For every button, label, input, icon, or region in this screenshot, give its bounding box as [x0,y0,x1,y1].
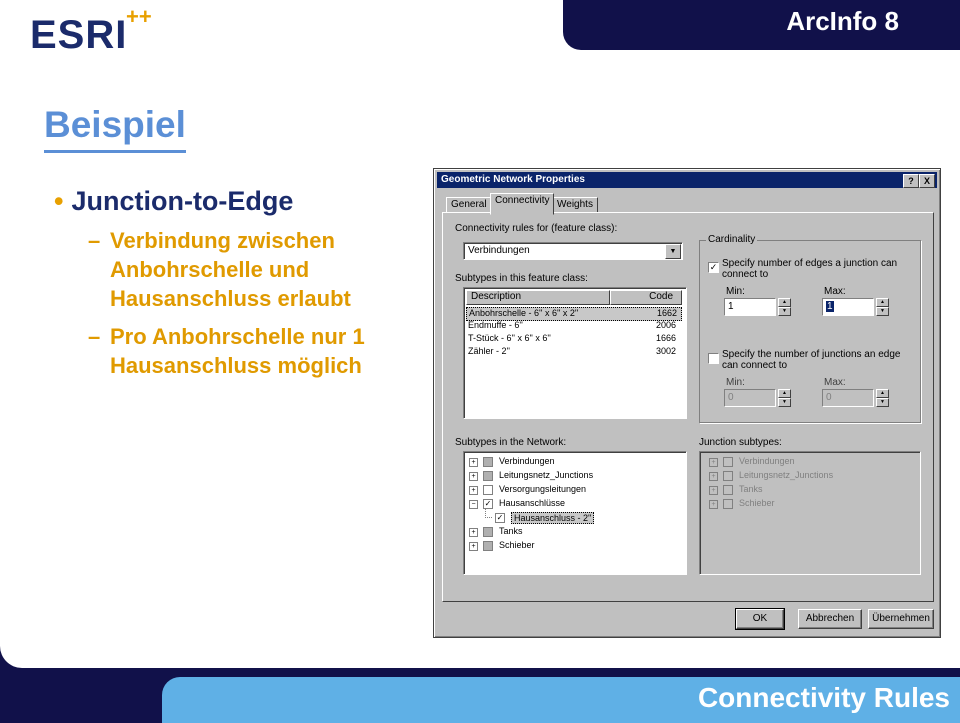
junction-subtypes-label: Junction subtypes: [699,437,782,448]
subtypes-list[interactable] [463,287,687,419]
network-subtypes-label: Subtypes in the Network: [455,437,567,448]
geometric-network-dialog [433,168,941,638]
tree-item-label: Verbindungen [739,456,795,466]
cardinality-group [699,234,921,423]
tree-item-label: Leitungsnetz_Junctions [499,470,594,480]
tree-item-label: Schieber [499,540,535,550]
spin-up-icon[interactable]: ▲ [876,298,889,307]
apply-button[interactable]: Übernehmen [868,609,934,629]
tab-connectivity[interactable]: Connectivity [490,193,554,215]
min-edges-value: 1 [728,301,734,312]
row-code: 1666 [656,333,677,343]
tree-item-label: Leitungsnetz_Junctions [739,470,834,480]
dash-icon: – [88,228,101,253]
tab-general[interactable]: General [446,197,492,215]
checkbox-icon[interactable] [483,471,493,481]
connectivity-panel [442,212,934,602]
expand-icon[interactable]: + [709,472,718,481]
junctions-option-label: Specify the number of junctions an edge can connect to [722,349,901,371]
sub-bullet-text: Verbindung zwischen Anbohrschelle und Hausanschluss erlaubt [110,228,351,311]
footer-bar [162,677,960,723]
checkbox-icon[interactable] [483,541,493,551]
tab-weights[interactable]: Weights [552,197,598,215]
junction-subtypes-tree[interactable] [699,451,921,575]
max-label-2: Max: [824,377,846,388]
table-row[interactable] [466,307,682,321]
min-junctions-input[interactable] [724,389,776,407]
max-junctions-value: 0 [826,392,832,403]
expand-icon[interactable]: + [469,542,478,551]
max-edges-input[interactable] [822,298,874,316]
main-bullet-text: Junction-to-Edge [71,186,294,216]
svg-text:ESRI: ESRI [30,13,128,57]
min-label: Min: [726,286,745,297]
dialog-title: Geometric Network Properties [441,174,585,185]
checkbox-icon[interactable] [723,499,733,509]
cancel-button[interactable]: Abbrechen [798,609,862,629]
sub-bullet-2 [88,322,413,380]
tree-item-label: Tanks [739,484,763,494]
checkbox-icon[interactable] [483,527,493,537]
expand-icon[interactable]: + [709,486,718,495]
svg-text:++: ++ [126,4,152,29]
checkbox-icon[interactable]: ✓ [496,513,504,522]
connectivity-rules-label: Connectivity rules for (feature class): [455,223,618,234]
junctions-checkbox[interactable] [708,353,719,364]
close-button[interactable]: X [919,174,935,188]
network-subtypes-tree[interactable] [463,451,687,575]
max-edges-value: 1 [827,301,833,312]
row-code: 1662 [657,308,678,318]
subtypes-label: Subtypes in this feature class: [455,273,588,284]
spin-up-icon[interactable]: ▲ [778,298,791,307]
spin-down-icon[interactable]: ▼ [778,398,791,407]
edges-checkbox[interactable]: ✓ [709,262,718,272]
dialog-titlebar[interactable] [437,172,937,188]
dash-icon: – [88,324,101,349]
column-code-label: Code [649,291,673,302]
expand-icon[interactable]: + [469,458,478,467]
header-tab [563,0,960,50]
table-row[interactable] [466,320,680,332]
table-row[interactable] [466,333,680,345]
min-junctions-value: 0 [728,392,734,403]
feature-class-select[interactable] [463,242,683,260]
column-code[interactable] [610,290,682,305]
spin-up-icon[interactable]: ▲ [778,389,791,398]
row-description: Zähler - 2'' [468,346,510,356]
expand-icon[interactable]: + [469,528,478,537]
bullet-dot-icon: • [54,186,64,216]
edges-option-label: Specify number of edges a junction can connect to [722,258,898,280]
row-description: Endmuffe - 6'' [468,320,523,330]
tree-item-label: Versorgungsleitungen [499,484,587,494]
cardinality-legend: Cardinality [708,234,756,245]
checkbox-icon[interactable] [483,485,493,495]
checkbox-icon[interactable]: ✓ [484,499,492,508]
ok-button[interactable]: OK [736,609,784,629]
tree-item-label: Tanks [499,526,523,536]
spin-down-icon[interactable]: ▼ [778,307,791,316]
sub-bullet-1 [88,226,413,313]
max-junctions-spinner[interactable] [876,389,889,407]
table-row[interactable] [466,346,680,358]
min-junctions-spinner[interactable] [778,389,791,407]
help-button[interactable]: ? [903,174,919,188]
column-description[interactable]: Description [466,290,610,305]
min-edges-input[interactable] [724,298,776,316]
esri-logo [30,2,170,63]
tree-connector [485,509,492,518]
main-bullet [54,186,293,217]
spin-up-icon[interactable]: ▲ [876,389,889,398]
expand-icon[interactable]: + [469,486,478,495]
max-label: Max: [824,286,846,297]
row-description: Anbohrschelle - 6'' x 6'' x 2'' [469,308,579,318]
sub-bullet-text: Pro Anbohrschelle nur 1 Hausanschluss möglich [110,324,365,378]
row-description: T-Stück - 6'' x 6'' x 6'' [468,333,551,343]
min-label-2: Min: [726,377,745,388]
checkbox-icon[interactable] [723,471,733,481]
expand-icon[interactable]: + [709,500,718,509]
expand-icon[interactable]: + [709,458,718,467]
row-code: 3002 [656,346,677,356]
tree-item-label: Verbindungen [499,456,555,466]
footer-title: Connectivity Rules [697,682,950,713]
feature-class-value: Verbindungen [468,245,530,256]
spin-down-icon[interactable]: ▼ [876,307,889,316]
chevron-down-icon[interactable]: ▼ [665,244,681,259]
spin-down-icon[interactable]: ▼ [876,398,889,407]
checkbox-icon[interactable] [483,457,493,467]
tree-item-label: Hausanschlüsse [499,498,566,508]
row-code: 2006 [656,320,677,330]
max-junctions-input[interactable] [822,389,874,407]
min-edges-spinner[interactable] [778,298,791,316]
checkbox-icon[interactable] [723,485,733,495]
tree-item-label: Schieber [739,498,775,508]
collapse-icon[interactable]: − [469,500,478,509]
max-edges-spinner[interactable] [876,298,889,316]
product-name: ArcInfo 8 [786,6,899,36]
slide-title: Beispiel [44,104,186,153]
expand-icon[interactable]: + [469,472,478,481]
tree-item-label: Hausanschluss - 2'' [511,512,594,524]
checkbox-icon[interactable] [723,457,733,467]
